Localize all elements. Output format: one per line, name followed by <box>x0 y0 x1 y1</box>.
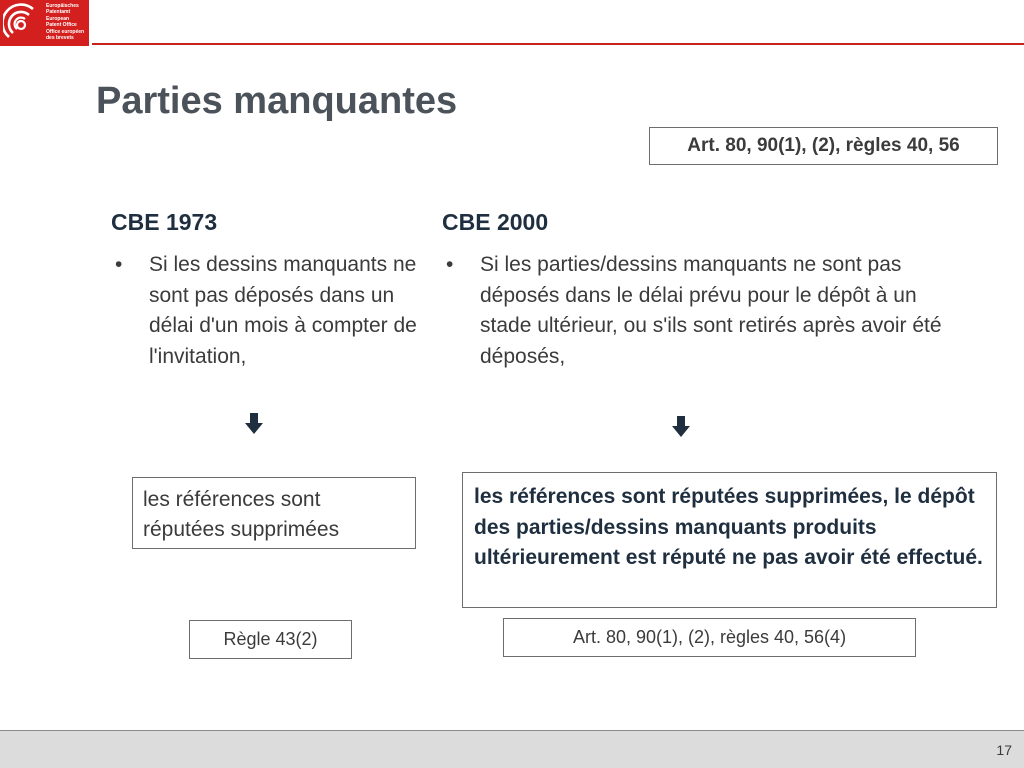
arrow-down-icon <box>244 413 264 435</box>
logo-line: des brevets <box>46 35 74 42</box>
left-result-box: les références sont réputées supprimées <box>132 477 416 549</box>
logo-line: Europäisches <box>46 3 79 9</box>
slide-title: Parties manquantes <box>96 80 458 122</box>
header-divider <box>92 43 1024 45</box>
epo-logo <box>0 0 89 46</box>
left-bullet-text: Si les dessins manquants ne sont pas déposés dans un délai d'un mois à compter de l'invitation, <box>149 253 417 368</box>
bullet-marker: • <box>115 253 123 276</box>
left-bullet-item <box>115 250 420 372</box>
slide-footer <box>0 730 1024 768</box>
right-bullet-item <box>446 250 966 372</box>
epo-logo-icon <box>3 3 43 43</box>
logo-line: Patent Office <box>46 22 77 29</box>
right-column-heading: CBE 2000 <box>442 209 549 235</box>
right-rule-reference: Art. 80, 90(1), (2), règles 40, 56(4) <box>503 618 916 657</box>
logo-line: Office européen <box>46 28 85 35</box>
right-result-box: les références sont réputées supprimées, le dépôt des parties/dessins manquants produits ultérieurement est réputé ne pas avoir été effectué. <box>462 472 997 608</box>
page-number: 17 <box>996 742 1012 758</box>
logo-line: Patentamt <box>46 9 71 16</box>
left-column-heading: CBE 1973 <box>111 209 218 235</box>
bullet-marker: • <box>446 253 454 276</box>
logo-line: European <box>46 15 70 22</box>
right-bullet-text: Si les parties/dessins manquants ne sont pas déposés dans le délai prévu pour le dépôt à un stade ultérieur, ou s'ils sont retirés après avoir été déposés, <box>480 253 942 368</box>
arrow-down-icon <box>671 416 691 438</box>
epo-logo-text <box>46 3 84 41</box>
left-rule-reference: Règle 43(2) <box>189 620 352 659</box>
legal-reference-box: Art. 80, 90(1), (2), règles 40, 56 <box>649 127 998 165</box>
